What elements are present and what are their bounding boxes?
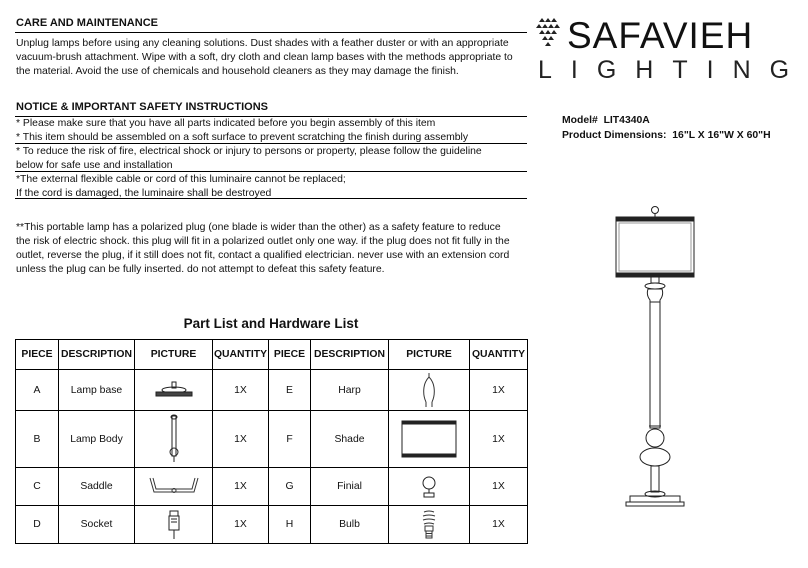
plug-line: **This portable lamp has a polarized plug (one blade is wider than the other) as a safety feature to reduce: [16, 222, 501, 233]
care-line: Unplug lamps before using any cleaning solutions. Dust shades with a feather duster or with an appropriate: [16, 38, 509, 49]
safety-rule-1: [15, 143, 527, 144]
finial-icon: [420, 474, 438, 500]
dims-label: Product Dimensions:: [562, 130, 667, 141]
safety-line: If the cord is damaged, the luminaire shall be destroyed: [16, 188, 272, 199]
header-description: DESCRIPTION: [59, 340, 135, 370]
table-row: [16, 468, 528, 506]
plug-line: the risk of electric shock. this plug will fit in a polarized outlet only one way. if the plug does not fit fully in the: [16, 236, 510, 247]
care-line: vacuum-brush attachment. Wipe with a soft, dry cloth and clean lamp bases with the methods appropriate to: [16, 52, 513, 63]
description-cell: Finial: [311, 468, 389, 506]
picture-cell: [135, 468, 213, 506]
header-description: DESCRIPTION: [311, 340, 389, 370]
picture-cell: [389, 468, 470, 506]
header-piece: PIECE: [16, 340, 59, 370]
brand-sub: LIGHTING: [538, 56, 808, 84]
dims-line: [562, 128, 771, 143]
header-quantity: QUANTITY: [470, 340, 528, 370]
table-row: [16, 370, 528, 411]
quantity-cell: 1X: [213, 506, 269, 544]
picture-cell: [135, 506, 213, 544]
piece-cell: B: [16, 411, 59, 468]
parts-table-title: Part List and Hardware List: [183, 316, 359, 331]
picture-cell: [389, 411, 470, 468]
piece-cell: E: [269, 370, 311, 411]
model-label: Model#: [562, 115, 598, 126]
safety-title: NOTICE & IMPORTANT SAFETY INSTRUCTIONS: [16, 101, 268, 113]
plug-line: outlet, reverse the plug, if it still does not fit, contact a qualified electrician. never use with an extension cord: [16, 250, 510, 261]
description-cell: Saddle: [59, 468, 135, 506]
model-number: LIT4340A: [603, 115, 650, 126]
plug-text: [16, 221, 536, 277]
header-quantity: QUANTITY: [213, 340, 269, 370]
safety-rule-2: [15, 171, 527, 172]
safety-line: * To reduce the risk of fire, electrical shock or injury to persons or property, please follow the guideline: [16, 146, 482, 157]
safety-line: * This item should be assembled on a soft surface to prevent scratching the finish during assembly: [16, 132, 469, 143]
description-cell: Lamp Body: [59, 411, 135, 468]
description-cell: Socket: [59, 506, 135, 544]
socket-icon: [166, 509, 182, 541]
quantity-cell: 1X: [470, 370, 528, 411]
table-row: [16, 506, 528, 544]
saddle-icon: [147, 475, 201, 499]
parts-table: [15, 339, 528, 544]
dims-value: 16"L X 16"W X 60"H: [672, 130, 771, 141]
description-cell: Harp: [311, 370, 389, 411]
picture-cell: [135, 370, 213, 411]
safety-line: * Please make sure that you have all parts indicated before you begin assembly of this item: [16, 118, 436, 129]
picture-cell: [389, 370, 470, 411]
care-divider: [15, 32, 527, 33]
piece-cell: F: [269, 411, 311, 468]
quantity-cell: 1X: [470, 468, 528, 506]
picture-cell: [389, 506, 470, 544]
care-text: [16, 37, 536, 79]
quantity-cell: 1X: [213, 411, 269, 468]
safety-text: [16, 117, 536, 201]
piece-cell: A: [16, 370, 59, 411]
piece-cell: C: [16, 468, 59, 506]
quantity-cell: 1X: [213, 468, 269, 506]
picture-cell: [135, 411, 213, 468]
piece-cell: G: [269, 468, 311, 506]
header-picture: PICTURE: [135, 340, 213, 370]
quantity-cell: 1X: [470, 411, 528, 468]
piece-cell: H: [269, 506, 311, 544]
brand-name: SAFAVIEH: [567, 15, 754, 56]
piece-cell: D: [16, 506, 59, 544]
shade-icon: [400, 419, 458, 459]
model-line: [562, 113, 650, 128]
harp-icon: [419, 372, 439, 408]
header-picture: PICTURE: [389, 340, 470, 370]
header-piece: PIECE: [269, 340, 311, 370]
lamp-body-icon: [167, 414, 181, 464]
bulb-icon: [419, 509, 439, 541]
quantity-cell: 1X: [213, 370, 269, 411]
safety-rule-3: [15, 198, 527, 199]
lamp-base-icon: [152, 380, 196, 400]
table-row: [16, 411, 528, 468]
floor-lamp-illustration-icon: [590, 200, 720, 520]
care-title: CARE AND MAINTENANCE: [16, 17, 158, 29]
safety-line: *The external flexible cable or cord of this luminaire cannot be replaced;: [16, 174, 346, 185]
table-header-row: [16, 340, 528, 370]
description-cell: Shade: [311, 411, 389, 468]
description-cell: Lamp base: [59, 370, 135, 411]
safety-line: below for safe use and installation: [16, 160, 173, 171]
quantity-cell: 1X: [470, 506, 528, 544]
care-line: the material. Avoid the use of chemicals and household cleaners as they may damage the finish.: [16, 66, 459, 77]
description-cell: Bulb: [311, 506, 389, 544]
plug-line: unless the plug can be fully inserted. do not attempt to defeat this safety feature.: [16, 264, 385, 275]
